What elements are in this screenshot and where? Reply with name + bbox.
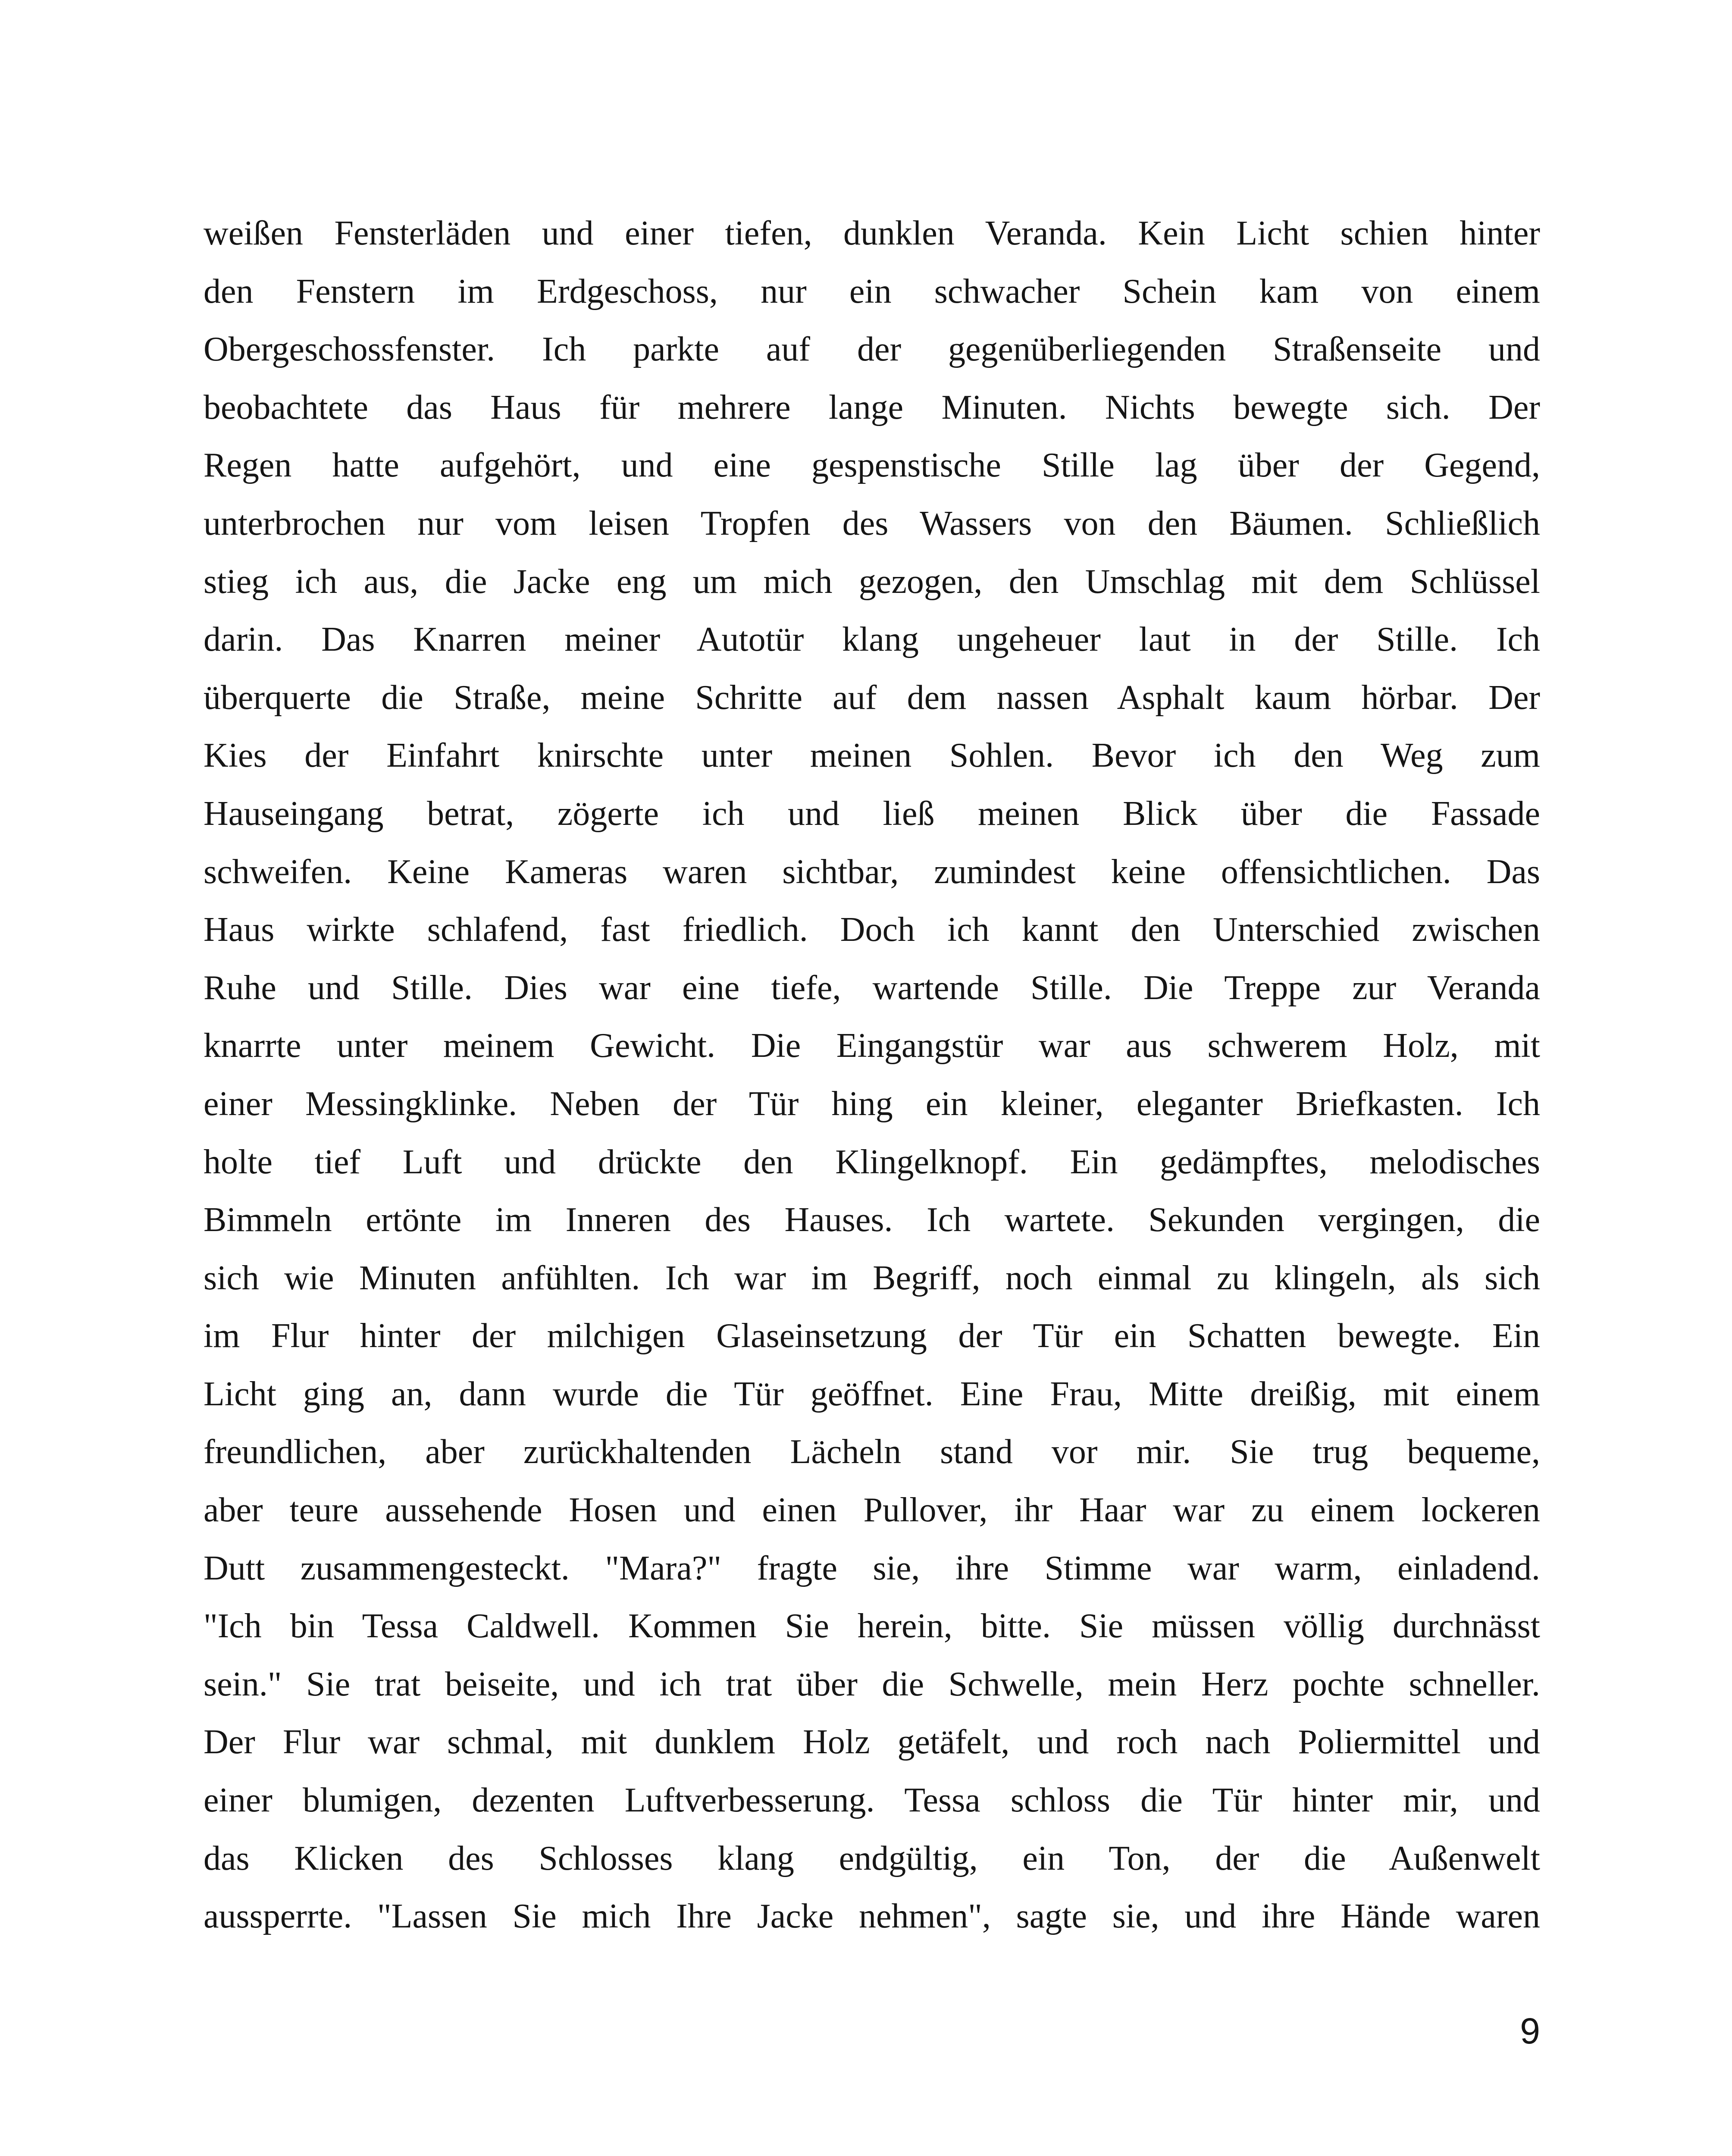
text-line: das Klicken des Schlosses klang endgültig, ein Ton, der die Außenwelt bbox=[204, 1839, 1540, 1877]
text-line: Bimmeln ertönte im Inneren des Hauses. Ich wartete. Sekunden vergingen, die bbox=[204, 1201, 1540, 1239]
text-line: holte tief Luft und drückte den Klingelknopf. Ein gedämpftes, melodisches bbox=[204, 1143, 1540, 1181]
text-line: Haus wirkte schlafend, fast friedlich. Doch ich kannt den Unterschied zwischen bbox=[204, 911, 1540, 949]
body-paragraph bbox=[204, 204, 1540, 1946]
text-line: Kies der Einfahrt knirschte unter meinen Sohlen. Bevor ich den Weg zum bbox=[204, 736, 1540, 775]
text-line: aussperrte. "Lassen Sie mich Ihre Jacke nehmen", sagte sie, und ihre Hände waren bbox=[204, 1897, 1540, 1936]
text-line: Ruhe und Stille. Dies war eine tiefe, wartende Stille. Die Treppe zur Veranda bbox=[204, 968, 1540, 1007]
text-line: Regen hatte aufgehört, und eine gespenstische Stille lag über der Gegend, bbox=[204, 446, 1540, 485]
text-line: weißen Fensterläden und einer tiefen, dunklen Veranda. Kein Licht schien hinter bbox=[204, 214, 1540, 252]
text-line: sich wie Minuten anfühlten. Ich war im Begriff, noch einmal zu klingeln, als sich bbox=[204, 1259, 1540, 1297]
text-line: überquerte die Straße, meine Schritte auf dem nassen Asphalt kaum hörbar. Der bbox=[204, 678, 1540, 717]
text-line: den Fenstern im Erdgeschoss, nur ein schwacher Schein kam von einem bbox=[204, 272, 1540, 310]
text-line: unterbrochen nur vom leisen Tropfen des Wassers von den Bäumen. Schließlich bbox=[204, 504, 1540, 542]
text-line: Der Flur war schmal, mit dunklem Holz getäfelt, und roch nach Poliermittel und bbox=[204, 1723, 1540, 1761]
text-line: knarrte unter meinem Gewicht. Die Eingangstür war aus schwerem Holz, mit bbox=[204, 1027, 1540, 1065]
text-line: im Flur hinter der milchigen Glaseinsetzung der Tür ein Schatten bewegte. Ein bbox=[204, 1317, 1540, 1355]
text-line: schweifen. Keine Kameras waren sichtbar, zumindest keine offensichtlichen. Das bbox=[204, 852, 1540, 891]
text-line: Licht ging an, dann wurde die Tür geöffnet. Eine Frau, Mitte dreißig, mit einem bbox=[204, 1375, 1540, 1413]
text-line: beobachtete das Haus für mehrere lange Minuten. Nichts bewegte sich. Der bbox=[204, 388, 1540, 426]
text-line: einer blumigen, dezenten Luftverbesserung. Tessa schloss die Tür hinter mir, und bbox=[204, 1781, 1540, 1820]
text-line: "Ich bin Tessa Caldwell. Kommen Sie herein, bitte. Sie müssen völlig durchnässt bbox=[204, 1607, 1540, 1645]
text-line: sein." Sie trat beiseite, und ich trat über die Schwelle, mein Herz pochte schneller. bbox=[204, 1665, 1540, 1703]
text-line: einer Messingklinke. Neben der Tür hing ein kleiner, eleganter Briefkasten. Ich bbox=[204, 1084, 1540, 1123]
text-line: Hauseingang betrat, zögerte ich und ließ meinen Blick über die Fassade bbox=[204, 794, 1540, 833]
text-line: aber teure aussehende Hosen und einen Pullover, ihr Haar war zu einem lockeren bbox=[204, 1491, 1540, 1529]
text-line: Dutt zusammengesteckt. "Mara?" fragte sie, ihre Stimme war warm, einladend. bbox=[204, 1549, 1540, 1587]
text-line: darin. Das Knarren meiner Autotür klang ungeheuer laut in der Stille. Ich bbox=[204, 620, 1540, 659]
text-line: Obergeschossfenster. Ich parkte auf der gegenüberliegenden Straßenseite und bbox=[204, 330, 1540, 369]
text-line: freundlichen, aber zurückhaltenden Lächeln stand vor mir. Sie trug bequeme, bbox=[204, 1433, 1540, 1471]
text-line: stieg ich aus, die Jacke eng um mich gezogen, den Umschlag mit dem Schlüssel bbox=[204, 562, 1540, 601]
page-number: 9 bbox=[1520, 2011, 1540, 2051]
